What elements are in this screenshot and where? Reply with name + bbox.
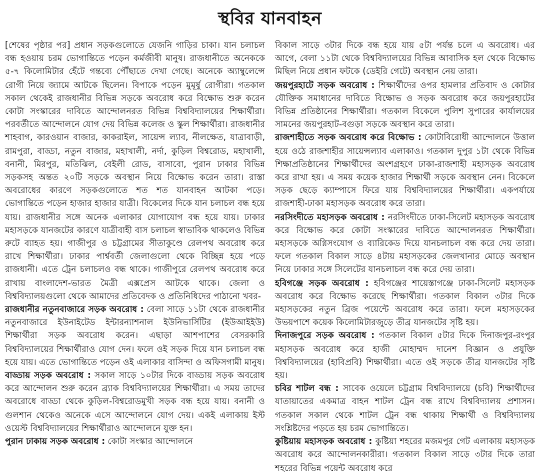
paragraph-habiganj — [275, 278, 535, 331]
subhead-label: জয়পুরহাটে সড়ক অবরোধ : — [275, 80, 375, 91]
paragraph-text: বেলা সাড়ে ১১টা থেকে রাজধানীর নতুনবাজারে ইউনাইটেড ইন্টারন্যাশনাল ইউনিভার্সিটির (ইউআইইউ) শিক্ষার্থীরা সড়ক অবরোধ করেন। এছাড়া আশপাশের বেসরকারি বিশ্ববিদ্যালয়ের শিক্ষার্থীরাও যোগ দেন। ফলে ওই সড়ক দিয়ে যান চলাচল বন্ধ হয়ে যায়। এতে ভোগান্তিতে পড়েন ওই এলাকার বাসিন্দা ও অফিসগামী মানুষ। — [5, 305, 265, 368]
paragraph-dinajpur — [275, 330, 535, 383]
paragraph-text: সাবেক ওয়েলে চট্টগ্রাম বিশ্ববিদ্যালয়ে (চবি) শিক্ষার্থীদের যাতায়াতের একমাত্র বাহন শাটল ট্রেন বন্ধ রাখে বিশ্ববিদ্যালয় প্রশাসন। গতকাল সকাল থেকে শাটল ট্রেন বন্ধ থাকায় শিক্ষার্থী ও বিশ্ববিদ্যালয় সংশ্লিষ্টদের পড়তে হয় চরম ভোগান্তিতে। — [275, 384, 535, 434]
paragraph-text: নরসিংদীতে ঢাকা-সিলেট মহাসড়ক অবরোধ করে বিক্ষোভ করে কোটা সংস্কারের দাবিতে আন্দোলনরত শিক্ষার্থীরা। মহাসড়কে অগ্নিসংযোগ ও ব্যারিকেড দিয়ে যানচলাচল বন্ধ করে দেয় তারা। ফলে গতকাল বিকাল সাড়ে ৪টায় মহাসড়কের জেলখানার মোড়ে অবস্থান নিয়ে ঢাকার সঙ্গে সিলেটের যানচলাচল বন্ধ করে দেয় তারা। — [275, 212, 536, 276]
paragraph-cu-shuttle — [275, 383, 535, 436]
paragraph-text: কোটাবিরোধী আন্দোলনে উত্তাল হয়ে ওঠে রাজশাহীর সায়েন্সল্যাব এলাকাও। গতকাল দুপুর ১টা থেকে বিভিন্ন শিক্ষাপ্রতিষ্ঠানের শিক্ষার্থীদের অংশগ্রহণে ঢাকা-রাজশাহী মহাসড়ক অবরোধ করে রাখা হয়। এ সময় কয়েক হাজার শিক্ষার্থী সড়কে অবস্থান নেন। বিকেলে সড়ক ছেড়ে ক্যাম্পাসে ফিরে যায় বিশ্ববিদ্যালয়ের শিক্ষার্থীরা। একপর্যায়ে রাজশাহী-ঢাকা মহাসড়ক অবরোধ করে তারা। — [275, 133, 535, 210]
paragraph-text: বিকাল সাড়ে ৩টার দিকে বন্ধ হয়ে যায় ৫টা পর্যন্ত চলে এ অবরোধ। এর আগে, বেলা ১১টা থেকে বিশ্ববিদ্যালয়ের বিভিন্ন আবাসিক হল থেকে বিক্ষোভ মিছিল নিয়ে প্রধান ফটকে (ডেইরি গেটে) অবস্থান নেয় তারা। — [275, 41, 535, 78]
paragraph-continued — [275, 40, 535, 80]
paragraph-joypurhat — [275, 80, 535, 133]
paragraph-text: কোটা সংস্কার আন্দোলনে — [105, 437, 194, 448]
paragraph-text: সকাল সাড়ে ১০টার দিকে বাড্ডায় সড়ক অবরোধ করে আন্দোলন শুরু করেন ব্র্যাক বিশ্ববিদ্যালয়ের শিক্ষার্থীরা। এ সময় তাদের অবরোধে বাড্ডা থেকে কুড়িল-বিশ্বরোডমুখী সড়ক বন্ধ হয়ে যায়। বনানী ও গুলশান থেকেও অনেকে এসে আন্দোলনে যোগ দেয়। একই এলাকায় ইস্ট ওয়েস্ট বিশ্ববিদ্যালয়ের শিক্ষার্থীরাও আন্দোলনে যুক্ত হন। — [5, 371, 265, 434]
subhead-label: কুষ্টিয়ায় মহাসড়ক অবরোধ : — [275, 437, 373, 448]
paragraph-narsingdi — [275, 212, 535, 278]
subhead-label: রাজধানীর নতুনবাজারে সড়ক অবরোধ : — [5, 305, 144, 316]
subhead-label: নরসিংদীতে মহাসড়ক অবরোধ : — [275, 212, 385, 223]
paragraph-badda — [5, 370, 265, 436]
subhead-label: রাজশাহীতে সড়ক অবরোধ করে বিক্ষোভ : — [275, 133, 422, 144]
subhead-label: হবিগঞ্জে সড়ক অবরোধ : — [275, 278, 369, 289]
paragraph-lead — [5, 40, 265, 304]
paragraph-rajshahi — [275, 132, 535, 211]
paragraph-kushtia — [275, 436, 535, 476]
paragraph-old-dhaka — [5, 436, 265, 449]
subhead-label: বাড্ডায় সড়ক অবরোধ : — [5, 371, 91, 382]
paragraph-text: [শেষের পৃষ্ঠার পর] প্রধান সড়কগুলোতে যেজনি গাড়ির চাকা। যান চলাচল বন্ধ হওয়ায় চরম ভোগান্তিতে পড়েন কর্মজীবী মানুষ। রাজধানীতে অনেককে ৫-৭ কিলোমিটার হেঁটে গন্তব্যে পৌঁছাতে দেখা গেছে। অনেকে অ্যাম্বুলেন্সে রোগী নিয়ে জ্যামে আটকে ছিলেন। বিপাকে পড়েন মুমূর্ষু রোগীরা। গতকাল সকাল থেকেই রাজধানীর বিভিন্ন সড়কে অবরোধ করে বিক্ষোভ শুরু করেন কোটা সংস্কারের দাবিতে আন্দোলনরত বিভিন্ন বিশ্ববিদ্যালয়ের শিক্ষার্থীরা। পরবর্তীতে আন্দোলনে যোগ দেয় বিভিন্ন কলেজ ও স্কুল শিক্ষার্থীরা। রাজধানীর শাহবাগ, কারওয়ান বাজার, কাকরাইল, সায়েন্স ল্যাব, নীলক্ষেত, যাত্রাবাড়ী, রামপুরা, বাড্ডা, নতুন বাজার, মহাখালী, নর্দা, কুড়িল বিশ্বরোড, মহাখালী, বনানী, মিরপুর, মতিঝিল, বেইলী রোড, বাসাবো, পুরান ঢাকার বিভিন্ন সড়কসহ অন্তত ২০টি সড়কে অবস্থান নিয়ে বিক্ষোভ করেন তারা। রাস্তা অবরোধের কারণে সড়কগুলোতে শত শত যানবাহন আটকা পড়ে। ভোগান্তিতে পড়েন হাজার হাজার যাত্রী। বিকেলের দিকে যান চলাচল বন্ধ হয়ে যায়। রাজধানীর সঙ্গে অনেক এলাকার যোগাযোগ বন্ধ হয়ে যায়। ঢাকার মহাসড়কে যানজটের কারণে যাত্রীবাহী বাস চলাচল স্বাভাবিক থাকলেও বিভিন্ন রুটে ব্যাহত হয়। গাজীপুর ও চট্টগ্রামের সীতাকুণ্ডে রেলপথ অবরোধ করে রাখে শিক্ষার্থীরা। ঢাকার পার্শ্ববর্তী জেলাগুলো থেকে বিচ্ছিন্ন হয়ে পড়ে রাজধানী। এতে ট্রেন চলাচলও বন্ধ থাকে। গাজীপুরে রেলপথ অবরোধ করে রাখায় বাংলাদেশ-ভারত মৈত্রী এক্সপ্রেস আটকে থাকে। জেলা ও বিশ্ববিদ্যালয়গুলো থেকে আমাদের প্রতিবেদক ও প্রতিনিধিদের পাঠানো খবর- — [5, 41, 265, 302]
subhead-label: পুরান ঢাকায় সড়ক অবরোধ : — [5, 437, 106, 448]
paragraph-text: হবিগঞ্জের শায়েস্তাগঞ্জে ঢাকা-সিলেট মহাসড়ক অবরোধ করে বিক্ষোভ করেছে শিক্ষার্থীরা। গতকাল বিকাল ৩টার দিকে মহাসড়কের নতুন ব্রিজ পয়েন্টে অবরোধ করে তারা। ফলে মহাসড়কের উভয়পাশে কয়েক কিলোমিটারজুড়ে তীব্র যানজটের সৃষ্টি হয়। — [275, 278, 536, 329]
paragraph-natunbazar — [5, 304, 265, 370]
paragraph-text: কুষ্টিয়া শহরের মজমপুর গেট এলাকায় মহাসড়ক অবরোধ করে আন্দোলনকারীরা। গতকাল বিকাল সাড়ে ৩টার দিকে তারা শহরের বিভিন্ন পয়েন্ট অবরোধ করে — [275, 437, 535, 474]
article-headline: স্থবির যানবাহন — [218, 9, 322, 29]
paragraph-text: শিক্ষার্থীদের ওপর হামলার প্রতিবাদ ও কোটার যৌক্তিক সমাধানের দাবিতে বিক্ষোভ ও সড়ক অবরোধ করে জয়পুরহাটের বিভিন্ন প্রতিষ্ঠানের শিক্ষার্থীরা। গতকাল বিকেলে পুলিশ সুপারের কার্যালয়ের সামনের জয়পুরহাট-বগুড়া সড়কে অবস্থান করে তারা। — [275, 80, 535, 131]
subhead-label: চবির শাটল বন্ধ : — [275, 384, 339, 395]
article-column-right — [275, 40, 536, 474]
paragraph-text: গতকাল বিকাল ৫টার দিকে দিনাজপুর-রংপুর মহাসড়ক অবরোধ করে হাজী মোহাম্মদ দানেশ বিজ্ঞান ও প্রযুক্তি বিশ্ববিদ্যালয়ের (হাবিপ্রবি) শিক্ষার্থীরা। এতে ওই সড়কে তীব্র যানজটের সৃষ্টি হয়। — [275, 331, 535, 382]
article-column-left — [5, 40, 265, 448]
subhead-label: দিনাজপুরে সড়ক অবরোধ : — [275, 331, 375, 342]
